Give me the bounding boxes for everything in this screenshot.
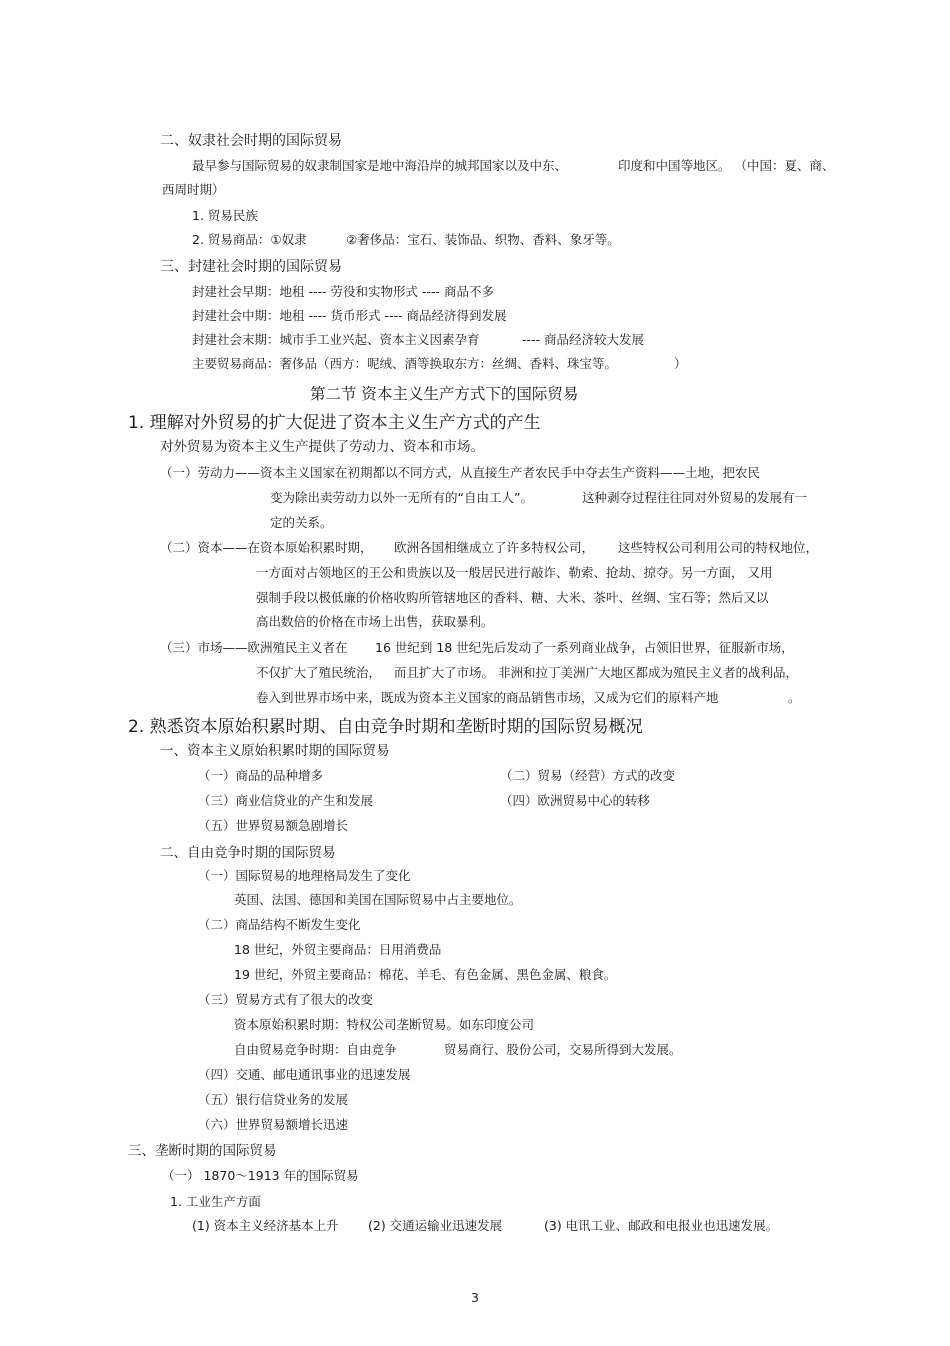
paragraph-line: （三）市场——欧洲殖民主义者在: [160, 640, 348, 655]
list-item: 1. 工业生产方面: [170, 1194, 261, 1209]
section-title-feudal-society: 三、封建社会时期的国际贸易: [160, 259, 342, 275]
list-item: (2) 交通运输业迅速发展: [368, 1218, 503, 1233]
paragraph-line: 欧洲各国相继成立了许多特权公司，: [394, 540, 595, 555]
paragraph-line: 而且扩大了市场。 非洲和拉丁美洲广大地区都成为殖民主义者的战利品，: [394, 665, 798, 680]
paragraph-line: 18 世纪，外贸主要商品：日用消费品: [234, 942, 442, 957]
paragraph-line: 西周时期）: [162, 182, 225, 197]
paragraph-line: （一）劳动力——资本主义国家在初期都以不同方式，从直接生产者农民手中夺去生产资料——土地，把农民: [160, 465, 761, 480]
page-number: 3: [471, 1290, 479, 1305]
list-item: （五）世界贸易额急剧增长: [198, 818, 349, 833]
list-item: （四）交通、邮电通讯事业的迅速发展: [198, 1067, 411, 1082]
paragraph-line: 高出数倍的价格在市场上出售，获取暴利。: [256, 614, 494, 629]
paragraph-line: 这种剥夺过程往往同对外贸易的发展有一: [582, 490, 808, 505]
paragraph-line: 19 世纪，外贸主要商品：棉花、羊毛、有色金属、黑色金属、粮食。: [234, 967, 617, 982]
paragraph-line: 不仅扩大了殖民统治，: [256, 665, 382, 680]
section-title: 二、自由竞争时期的国际贸易: [160, 845, 336, 861]
list-item: 封建社会末期：城市手工业兴起、资本主义因素孕育: [192, 332, 480, 347]
list-item: （一）国际贸易的地理格局发生了变化: [198, 868, 411, 883]
list-item: 主要贸易商品：奢侈品（西方：呢绒、酒等换取东方：丝绸、香料、珠宝等。: [192, 356, 618, 371]
paragraph-line: 英国、法国、德国和美国在国际贸易中占主要地位。: [234, 892, 522, 907]
list-item: （三）商业信贷业的产生和发展: [198, 793, 374, 808]
paragraph-line: 变为除出卖劳动力以外一无所有的“自由工人”。: [270, 490, 533, 505]
paragraph-line: 对外贸易为资本主义生产提供了劳动力、资本和市场。: [160, 439, 484, 455]
chapter-title: 第二节 资本主义生产方式下的国际贸易: [310, 385, 579, 403]
paragraph-line: 16 世纪到 18 世纪先后发动了一系列商业战争，占领旧世界，征服新市场，: [375, 640, 794, 655]
list-item: （二）贸易（经营）方式的改变: [500, 768, 676, 783]
section-title: 一、资本主义原始积累时期的国际贸易: [160, 743, 390, 759]
section-title: 三、垄断时期的国际贸易: [128, 1143, 277, 1159]
paragraph-line: 卷入到世界市场中来，既成为资本主义国家的商品销售市场，又成为它们的原料产地: [256, 690, 719, 705]
list-item: (3) 电讯工业、邮政和电报业也迅速发展。: [544, 1218, 779, 1233]
paragraph-line: 。: [788, 690, 801, 705]
paragraph-line: 一方面对占领地区的王公和贵族以及一般居民进行敲诈、勒索、抢劫、掠夺。另一方面， 又用: [256, 565, 773, 580]
list-item: ）: [674, 356, 687, 371]
list-item: 封建社会早期：地租 ---- 劳役和实物形式 ---- 商品不多: [192, 284, 494, 299]
list-item: （六）世界贸易额增长迅速: [198, 1117, 349, 1132]
list-item: ②奢侈品：宝石、装饰品、织物、香料、象牙等。: [346, 232, 620, 247]
list-item: （一） 1870～1913 年的国际贸易: [162, 1168, 359, 1183]
paragraph-line: 资本原始积累时期：特权公司垄断贸易。如东印度公司: [234, 1017, 535, 1032]
paragraph-line: 这些特权公司利用公司的特权地位，: [618, 540, 819, 555]
paragraph-line: （二）资本——在资本原始积累时期，: [160, 540, 373, 555]
list-item: （五）银行信贷业务的发展: [198, 1092, 349, 1107]
list-item: 1. 贸易民族: [192, 208, 258, 223]
paragraph-line: 自由贸易竞争时期：自由竞争: [234, 1042, 397, 1057]
list-item: 2. 贸易商品：①奴隶: [192, 232, 307, 247]
list-item: ---- 商品经济较大发展: [522, 332, 645, 347]
paragraph-line: 最早参与国际贸易的奴隶制国家是地中海沿岸的城邦国家以及中东、: [192, 158, 568, 173]
paragraph-line: 定的关系。: [270, 515, 333, 530]
list-item: （四）欧洲贸易中心的转移: [500, 793, 651, 808]
paragraph-line: 印度和中国等地区。 （中国：夏、商、: [618, 158, 835, 173]
list-item: (1) 资本主义经济基本上升: [192, 1218, 339, 1233]
paragraph-line: 强制手段以极低廉的价格收购所管辖地区的香料、糖、大米、茶叶、丝绸、宝石等；然后又以: [256, 590, 769, 605]
paragraph-line: 贸易商行、股份公司，交易所得到大发展。: [444, 1042, 682, 1057]
list-item: 封建社会中期：地租 ---- 货币形式 ---- 商品经济得到发展: [192, 308, 507, 323]
list-item: （一）商品的品种增多: [198, 768, 324, 783]
list-item: （三）贸易方式有了很大的改变: [198, 992, 374, 1007]
heading-1: 1. 理解对外贸易的扩大促进了资本主义生产方式的产生: [128, 413, 541, 433]
list-item: （二）商品结构不断发生变化: [198, 917, 361, 932]
section-title-slave-society: 二、奴隶社会时期的国际贸易: [160, 133, 342, 149]
heading-2: 2. 熟悉资本原始积累时期、自由竞争时期和垄断时期的国际贸易概况: [128, 717, 643, 737]
